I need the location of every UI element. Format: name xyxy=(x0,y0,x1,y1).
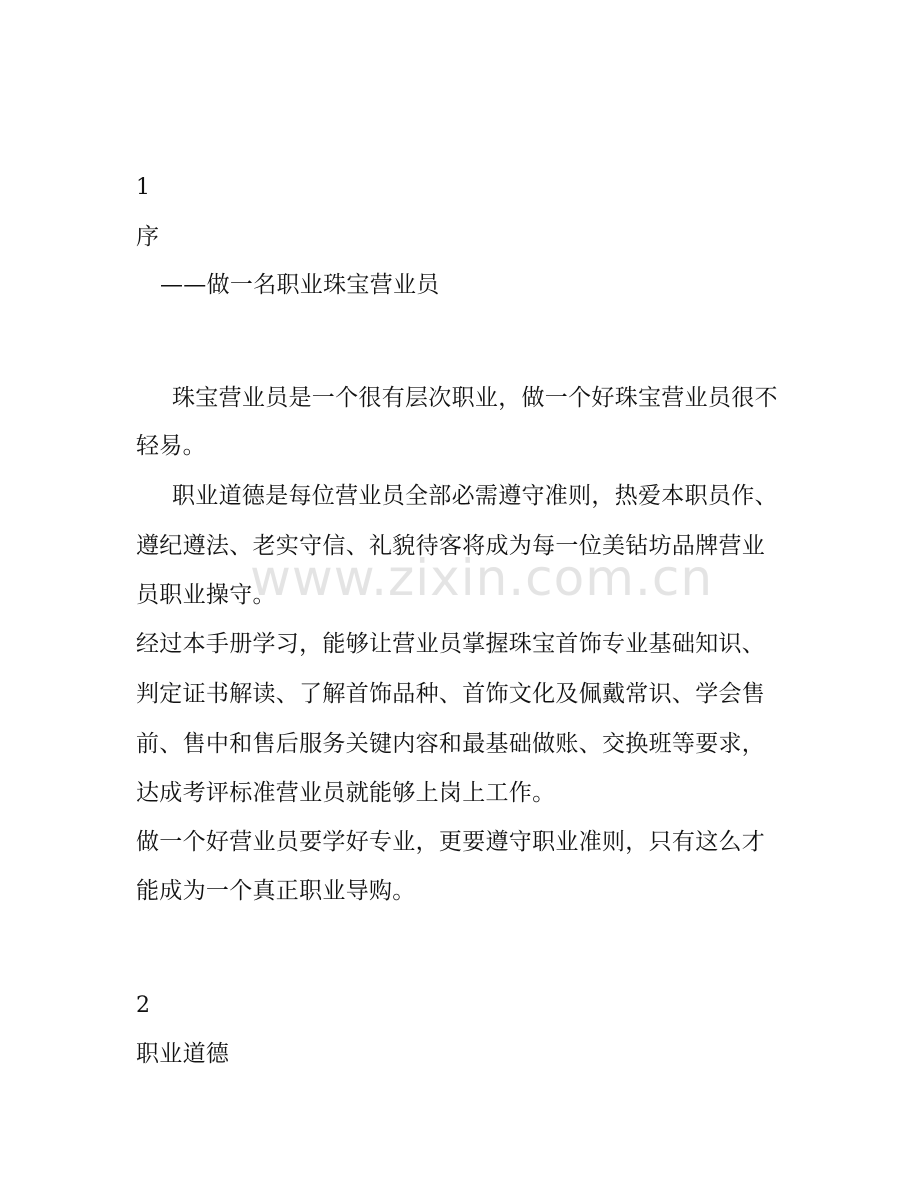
section-title: 序 xyxy=(136,224,160,250)
section-subtitle: ——做一名职业珠宝营业员 xyxy=(160,272,440,298)
paragraph-line: 珠宝营业员是一个很有层次职业，做一个好珠宝营业员很不 xyxy=(172,385,778,411)
paragraph-line: 做一个好营业员要学好专业，更要遵守职业准则，只有这么才 xyxy=(136,829,766,855)
paragraph-line: 判定证书解读、了解首饰品种、首饰文化及佩戴常识、学会售 xyxy=(136,681,766,707)
section-number: 2 xyxy=(136,993,151,1018)
paragraph-line: 遵纪遵法、老实守信、礼貌待客将成为每一位美钻坊品牌营业 xyxy=(136,533,766,559)
paragraph-line: 能成为一个真正职业导购。 xyxy=(136,878,416,904)
paragraph-line: 员职业操守。 xyxy=(136,582,276,608)
paragraph-line: 达成考评标准营业员就能够上岗上工作。 xyxy=(136,780,556,806)
paragraph-line: 经过本手册学习，能够让营业员掌握珠宝首饰专业基础知识、 xyxy=(136,631,766,657)
paragraph-line: 前、售中和售后服务关键内容和最基础做账、交换班等要求， xyxy=(136,731,766,757)
paragraph-line: 职业道德是每位营业员全部必需遵守准则，热爱本职员作、 xyxy=(172,483,778,509)
section-number: 1 xyxy=(136,175,151,200)
watermark: www.zixin.com.cn xyxy=(250,549,714,607)
section-title: 职业道德 xyxy=(136,1041,230,1067)
paragraph-line: 轻易。 xyxy=(136,433,206,459)
